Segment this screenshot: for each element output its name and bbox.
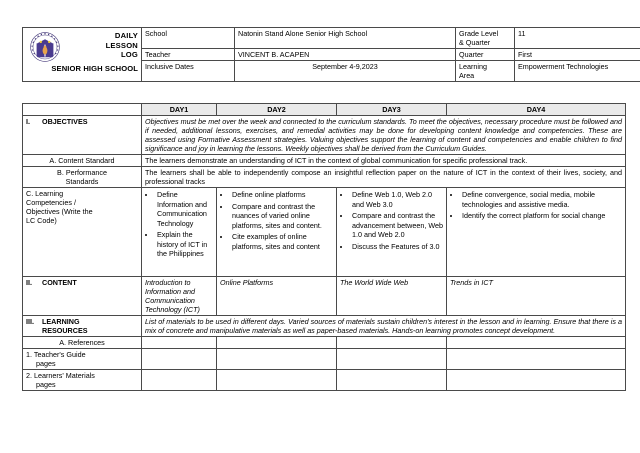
row-performance-standards	[23, 167, 626, 188]
header-label-learning-area	[456, 61, 515, 82]
objectives-numeral: I.	[26, 117, 30, 126]
label-content-standard: A. Content Standard	[23, 155, 142, 167]
competencies-day1-list	[145, 190, 213, 259]
dll-subtitle: SENIOR HIGH SCHOOL	[51, 63, 138, 73]
day-header-day3: DAY3	[337, 104, 447, 116]
teachers-guide-line-2: pages	[36, 359, 56, 368]
day-header-day1: DAY1	[142, 104, 217, 116]
learning-area-line-2: Area	[459, 71, 475, 80]
lesson-log-table	[22, 103, 626, 391]
teachers-guide-day3-cell	[337, 349, 447, 370]
header-label-grade-level	[456, 28, 515, 49]
competencies-day4-list	[450, 190, 622, 221]
logo-title-cell	[23, 28, 142, 82]
header-table	[22, 27, 640, 82]
learning-area-line-1: Learning	[459, 62, 487, 71]
list-item: • Identify the correct platform for social change	[461, 211, 622, 221]
day-header-blank	[23, 104, 142, 116]
list-item: • Define convergence, social media, mobile technologies and assistive media.	[461, 190, 622, 209]
objectives-text: Objectives must be met over the week and connected to the curriculum standards. To meet the objectives, necessary procedure must be followed and if needed, additional lessons, exercises, and remedial activities may be done for developing content knowledge and competencies. These are assessed using Formative Assessment strategies. Valuing objectives support the learning of content and competencies and enable children to find significance and joy in learning the lessons. Weekly objectives shall be derived from the Curriculum Guides.	[142, 116, 626, 155]
competencies-day3-list	[340, 190, 443, 251]
header-value-inclusive-dates: September 4-9,2023	[235, 61, 456, 82]
section-label-content	[23, 277, 142, 316]
row-learning-resources	[23, 316, 626, 337]
references-day1-cell	[142, 337, 217, 349]
dll-title-line-2: LESSON	[105, 40, 138, 50]
day-header-row	[23, 104, 626, 116]
row-learning-competencies	[23, 188, 626, 277]
header-label-school: School	[142, 28, 235, 49]
row-teachers-guide	[23, 349, 626, 370]
main-table-wrapper	[22, 103, 622, 391]
content-day1: Introduction to Information and Communication Technology (ICT)	[142, 277, 217, 316]
teachers-guide-day4-cell	[447, 349, 626, 370]
content-label: CONTENT	[42, 278, 77, 287]
header-value-learning-area: Empowerment Technologies	[515, 61, 640, 82]
objectives-label: OBJECTIVES	[42, 117, 88, 126]
learners-materials-day3-cell	[337, 370, 447, 391]
dll-title-line-3: LOG	[120, 50, 138, 60]
content-day4: Trends in ICT	[447, 277, 626, 316]
header-value-teacher: VINCENT B. ACAPEN	[235, 49, 456, 61]
content-numeral: II.	[26, 278, 32, 287]
competencies-day2-list	[220, 190, 333, 251]
day-header-day4: DAY4	[447, 104, 626, 116]
learners-materials-day4-cell	[447, 370, 626, 391]
content-day3: The World Wide Web	[337, 277, 447, 316]
learners-materials-line-1: 2. Learners' Materials	[26, 371, 95, 380]
row-content-standard	[23, 155, 626, 167]
header-label-teacher: Teacher	[142, 49, 235, 61]
learners-materials-day2-cell	[217, 370, 337, 391]
learning-competencies-line-1: C. Learning	[26, 189, 64, 198]
performance-standards-line-1: B. Performance	[57, 168, 107, 177]
teachers-guide-line-1: 1. Teacher's Guide	[26, 350, 86, 359]
list-item: • Discuss the Features of 3.0	[351, 242, 443, 252]
list-item: • Explain the history of ICT in the Philippines	[156, 230, 213, 259]
learning-competencies-line-4: LC Code)	[26, 216, 57, 225]
performance-standards-line-2: Standards	[65, 177, 99, 186]
learning-competencies-line-2: Competencies /	[26, 198, 76, 207]
header-label-quarter: Quarter	[456, 49, 515, 61]
section-label-objectives	[23, 116, 142, 155]
label-references: A. References	[23, 337, 142, 349]
content-day2: Online Platforms	[217, 277, 337, 316]
label-learning-competencies	[23, 188, 142, 277]
references-day2-cell	[217, 337, 337, 349]
label-performance-standards	[23, 167, 142, 188]
learning-resources-label-line-2: RESOURCES	[42, 326, 88, 335]
competencies-day2-cell	[217, 188, 337, 277]
references-day4-cell	[447, 337, 626, 349]
text-content-standard: The learners demonstrate an understanding of ICT in the context of global communication for specific professional track.	[142, 155, 626, 167]
text-learning-resources: List of materials to be used in different days. Varied sources of materials sustain children's interest in the lesson and in learning. Ensure that there is a mix of concrete and manipulative materials as well as paper-based materials. Hands-on learning promotes concept development.	[142, 316, 626, 337]
deped-seal-icon	[30, 32, 60, 62]
list-item: • Compare and contrast the nuances of varied online platforms, sites and content.	[231, 202, 333, 231]
row-content	[23, 277, 626, 316]
row-references	[23, 337, 626, 349]
list-item: • Compare and contrast the advancement between, Web 1.0 and Web 2.0	[351, 211, 443, 240]
competencies-day1-cell	[142, 188, 217, 277]
list-item: • Define Web 1.0, Web 2.0 and Web 3.0	[351, 190, 443, 209]
grade-level-line-1: Grade Level	[459, 29, 499, 38]
text-performance-standards: The learners shall be able to independently compose an insightful reflection paper on the nature of ICT in the context of their lives, society, and professional tracks	[142, 167, 626, 188]
teachers-guide-day1-cell	[142, 349, 217, 370]
day-header-day2: DAY2	[217, 104, 337, 116]
header-value-grade-level: 11	[515, 28, 640, 49]
references-day3-cell	[337, 337, 447, 349]
list-item: • Define Information and Communication Technology	[156, 190, 213, 228]
teachers-guide-day2-cell	[217, 349, 337, 370]
header-value-school: Natonin Stand Alone Senior High School	[235, 28, 456, 49]
learning-resources-label-line-1: LEARNING	[42, 317, 80, 326]
learners-materials-line-2: pages	[36, 380, 56, 389]
header-row-school	[23, 28, 640, 49]
row-objectives	[23, 116, 626, 155]
competencies-day4-cell	[447, 188, 626, 277]
label-learners-materials	[23, 370, 142, 391]
list-item: • Cite examples of online platforms, sites and content	[231, 232, 333, 251]
header-value-quarter: First	[515, 49, 640, 61]
section-label-learning-resources	[23, 316, 142, 337]
header-label-inclusive-dates: Inclusive Dates	[142, 61, 235, 82]
learners-materials-day1-cell	[142, 370, 217, 391]
header-table-wrapper	[22, 27, 619, 82]
label-teachers-guide	[23, 349, 142, 370]
learning-competencies-line-3: Objectives (Write the	[26, 207, 93, 216]
learning-resources-numeral: III.	[26, 317, 34, 326]
row-learners-materials	[23, 370, 626, 391]
list-item: • Define online platforms	[231, 190, 333, 200]
dll-title-line-1: DAILY	[114, 31, 138, 40]
grade-level-line-2: & Quarter	[459, 38, 491, 47]
competencies-day3-cell	[337, 188, 447, 277]
